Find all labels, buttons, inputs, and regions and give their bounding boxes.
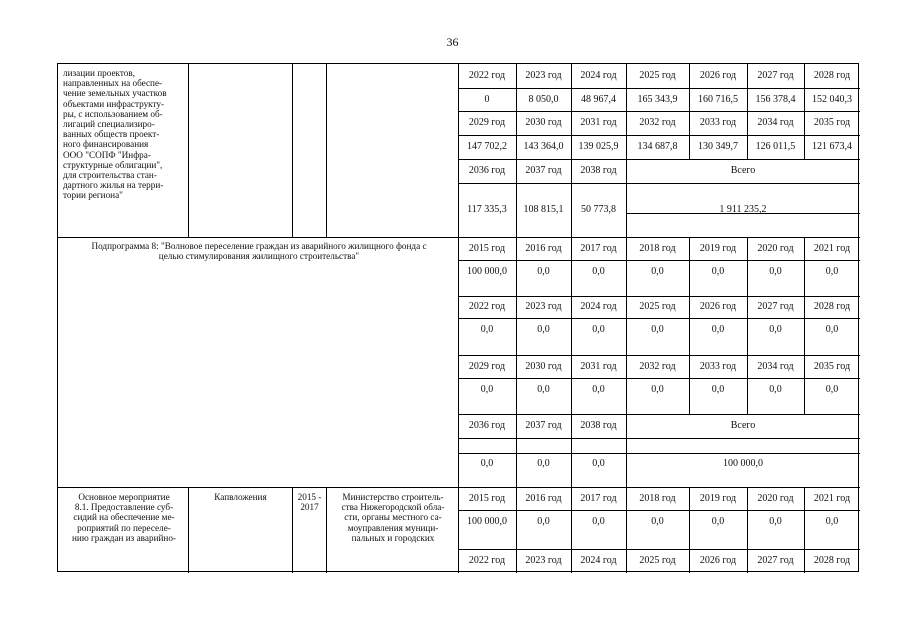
value-cell: 0,0 xyxy=(651,265,664,277)
implementation-period-line: 2015 - xyxy=(297,492,322,502)
measure-description xyxy=(63,68,187,201)
year-cell: 2020 год xyxy=(757,242,794,254)
value-cell: 0,0 xyxy=(769,265,782,277)
value-cell: 0,0 xyxy=(592,265,605,277)
year-cell: 2018 год xyxy=(639,492,676,504)
table-rule xyxy=(326,487,327,573)
year-cell: 2016 год xyxy=(525,492,562,504)
measure-description-line: тории региона" xyxy=(63,190,123,201)
table-rule xyxy=(458,438,860,439)
measure-description-line: объектами инфраструкту- xyxy=(63,98,165,109)
value-cell: 0,0 xyxy=(651,383,664,395)
value-cell: 143 364,0 xyxy=(523,141,564,152)
value-cell: 0,0 xyxy=(537,515,550,527)
year-cell: 2028 год xyxy=(813,301,851,312)
budget-table xyxy=(57,63,859,572)
year-cell: 2025 год xyxy=(639,301,676,312)
year-cell: 2029 год xyxy=(468,117,506,128)
year-cell: 2026 год xyxy=(699,70,737,81)
value-cell: 134 687,8 xyxy=(637,141,678,152)
value-cell: 130 349,7 xyxy=(698,141,738,152)
value-cell: 100 000,0 xyxy=(467,515,507,527)
year-cell: 2023 год xyxy=(525,70,562,81)
value-cell: 156 378,4 xyxy=(755,93,796,105)
year-cell: 2027 год xyxy=(757,301,794,312)
total-value: 100 000,0 xyxy=(723,458,763,469)
total-value: 1 911 235,2 xyxy=(719,204,767,215)
value-cell: 0,0 xyxy=(825,515,839,527)
page-number: 36 xyxy=(446,35,459,49)
year-cell: 2015 год xyxy=(468,242,506,254)
year-cell: 2024 год xyxy=(580,555,617,566)
year-cell: 2038 год xyxy=(580,165,617,176)
value-cell: 0,0 xyxy=(480,458,494,469)
value-cell: 0,0 xyxy=(711,515,725,527)
year-cell: 2033 год xyxy=(699,360,737,372)
year-cell: 2031 год xyxy=(580,360,617,372)
measure-description-line: структурные облигации", xyxy=(63,159,163,170)
value-cell: 126 011,5 xyxy=(755,141,796,152)
year-cell: 2037 год xyxy=(525,420,562,431)
value-cell: 0,0 xyxy=(711,324,725,335)
year-cell: 2024 год xyxy=(580,301,617,312)
responsible-executor-line: сти, органы местного са- xyxy=(344,512,442,523)
value-cell: 0,0 xyxy=(651,515,664,527)
value-cell: 50 773,8 xyxy=(581,204,616,215)
measure-description-line: ванных обществ проект- xyxy=(63,129,160,140)
value-cell: 0,0 xyxy=(769,324,782,335)
value-cell: 121 673,4 xyxy=(812,141,852,152)
value-cell: 0,0 xyxy=(480,383,494,395)
value-cell: 0,0 xyxy=(537,324,550,335)
year-cell: 2027 год xyxy=(757,555,794,566)
responsible-executor-line: моуправления муници- xyxy=(347,522,439,533)
value-cell: 0,0 xyxy=(651,324,664,335)
year-cell: 2033 год xyxy=(699,117,737,128)
year-cell: 2027 год xyxy=(757,70,794,81)
year-cell: 2025 год xyxy=(639,70,676,81)
year-cell: 2035 год xyxy=(813,360,851,372)
table-rule xyxy=(326,64,327,237)
value-cell: 0,0 xyxy=(480,324,494,335)
value-cell: 117 335,3 xyxy=(467,204,507,215)
subprogram-title-line: Подпрограмма 8: "Волновое переселение граждан из аварийного жилищного фонда с xyxy=(91,241,427,251)
year-cell: 2019 год xyxy=(699,492,737,504)
value-cell: 0,0 xyxy=(825,324,839,335)
measure-description-line: ного финансирования xyxy=(63,139,149,150)
subprogram-title-line: целью стимулирования жилищного строительства" xyxy=(158,251,360,262)
year-cell: 2019 год xyxy=(699,242,737,254)
table-rule xyxy=(292,64,293,237)
measure-description-line: для строительства стан- xyxy=(63,170,157,181)
year-cell: 2032 год xyxy=(639,117,676,128)
measure-description-line: чение земельных участков xyxy=(63,88,167,99)
value-cell: 0,0 xyxy=(592,515,605,527)
year-cell: 2030 год xyxy=(525,360,562,372)
subprogram-title xyxy=(61,241,457,261)
year-cell: 2028 год xyxy=(813,555,851,566)
implementation-period xyxy=(293,492,326,512)
measure-title-line: нию граждан из аварийно- xyxy=(72,532,176,543)
value-cell: 0,0 xyxy=(825,383,839,395)
value-cell: 160 716,5 xyxy=(698,93,738,105)
year-cell: 2028 год xyxy=(813,70,851,81)
year-cell: 2037 год xyxy=(525,165,562,176)
year-cell: 2031 год xyxy=(580,117,617,128)
year-cell: 2023 год xyxy=(525,555,562,566)
value-cell: 0,0 xyxy=(769,383,782,395)
value-cell: 0,0 xyxy=(711,265,725,277)
year-cell: 2034 год xyxy=(757,117,794,128)
value-cell: 0,0 xyxy=(592,383,605,395)
year-cell: 2016 год xyxy=(525,242,562,254)
measure-description-line: направленных на обеспе- xyxy=(63,78,163,89)
year-cell: 2017 год xyxy=(580,492,617,504)
year-cell: 2020 год xyxy=(757,492,794,504)
value-cell: 108 815,1 xyxy=(523,204,564,215)
value-cell: 0,0 xyxy=(592,458,605,469)
responsible-executor-line: ства Нижегородской обла- xyxy=(341,502,445,513)
value-cell: 0,0 xyxy=(592,324,605,335)
financing-type: Капвложения xyxy=(214,492,267,502)
value-cell: 152 040,3 xyxy=(812,93,852,105)
value-cell: 0,0 xyxy=(537,383,550,395)
value-cell: 0,0 xyxy=(537,265,550,277)
value-cell: 0,0 xyxy=(769,515,782,527)
year-cell: 2035 год xyxy=(813,117,851,128)
value-cell: 100 000,0 xyxy=(467,265,507,277)
measure-description-line: лизации проектов, xyxy=(63,68,136,78)
value-cell: 0,0 xyxy=(537,458,550,469)
measure-title xyxy=(61,492,187,543)
table-rule xyxy=(188,64,189,237)
measure-description-line: дартного жилья на терри- xyxy=(63,180,164,191)
total-label: Всего xyxy=(730,420,756,431)
value-cell: 165 343,9 xyxy=(637,93,678,105)
year-cell: 2026 год xyxy=(699,301,737,312)
value-cell: 48 967,4 xyxy=(581,93,616,105)
measure-description-line: лигаций специализиро- xyxy=(63,119,155,130)
responsible-executor-line: Министерство строитель- xyxy=(342,492,444,502)
year-cell: 2036 год xyxy=(468,420,506,431)
measure-title-line: роприятий по переселе- xyxy=(77,522,171,533)
year-cell: 2022 год xyxy=(468,70,506,81)
measure-title-line: сидий на обеспечение ме- xyxy=(73,512,175,523)
year-cell: 2029 год xyxy=(468,360,506,372)
year-cell: 2024 год xyxy=(580,70,617,81)
measure-description-line: ООО "СОПФ "Инфра- xyxy=(63,149,151,160)
value-cell: 139 025,9 xyxy=(578,141,619,152)
responsible-executor xyxy=(329,492,457,543)
measure-description-line: ры, с использованием об- xyxy=(63,108,163,119)
implementation-period-line: 2017 xyxy=(300,502,319,513)
year-cell: 2022 год xyxy=(468,555,506,566)
year-cell: 2021 год xyxy=(813,242,851,254)
year-cell: 2015 год xyxy=(468,492,506,504)
year-cell: 2022 год xyxy=(468,301,506,312)
measure-title-line: Основное мероприятие xyxy=(78,492,170,502)
year-cell: 2036 год xyxy=(468,165,506,176)
year-cell: 2018 год xyxy=(639,242,676,254)
value-cell: 8 050,0 xyxy=(528,93,559,105)
year-cell: 2026 год xyxy=(699,555,737,566)
year-cell: 2038 год xyxy=(580,420,617,431)
year-cell: 2021 год xyxy=(813,492,851,504)
value-cell: 0 xyxy=(484,93,490,105)
year-cell: 2032 год xyxy=(639,360,676,372)
value-cell: 147 702,2 xyxy=(467,141,507,152)
measure-title-line: 8.1. Предоставление суб- xyxy=(74,502,174,513)
year-cell: 2034 год xyxy=(757,360,794,372)
year-cell: 2030 год xyxy=(525,117,562,128)
value-cell: 0,0 xyxy=(825,265,839,277)
year-cell: 2017 год xyxy=(580,242,617,254)
year-cell: 2023 год xyxy=(525,301,562,312)
responsible-executor-line: пальных и городских xyxy=(351,532,435,543)
total-label: Всего xyxy=(730,165,756,176)
year-cell: 2025 год xyxy=(639,555,676,566)
value-cell: 0,0 xyxy=(711,383,725,395)
